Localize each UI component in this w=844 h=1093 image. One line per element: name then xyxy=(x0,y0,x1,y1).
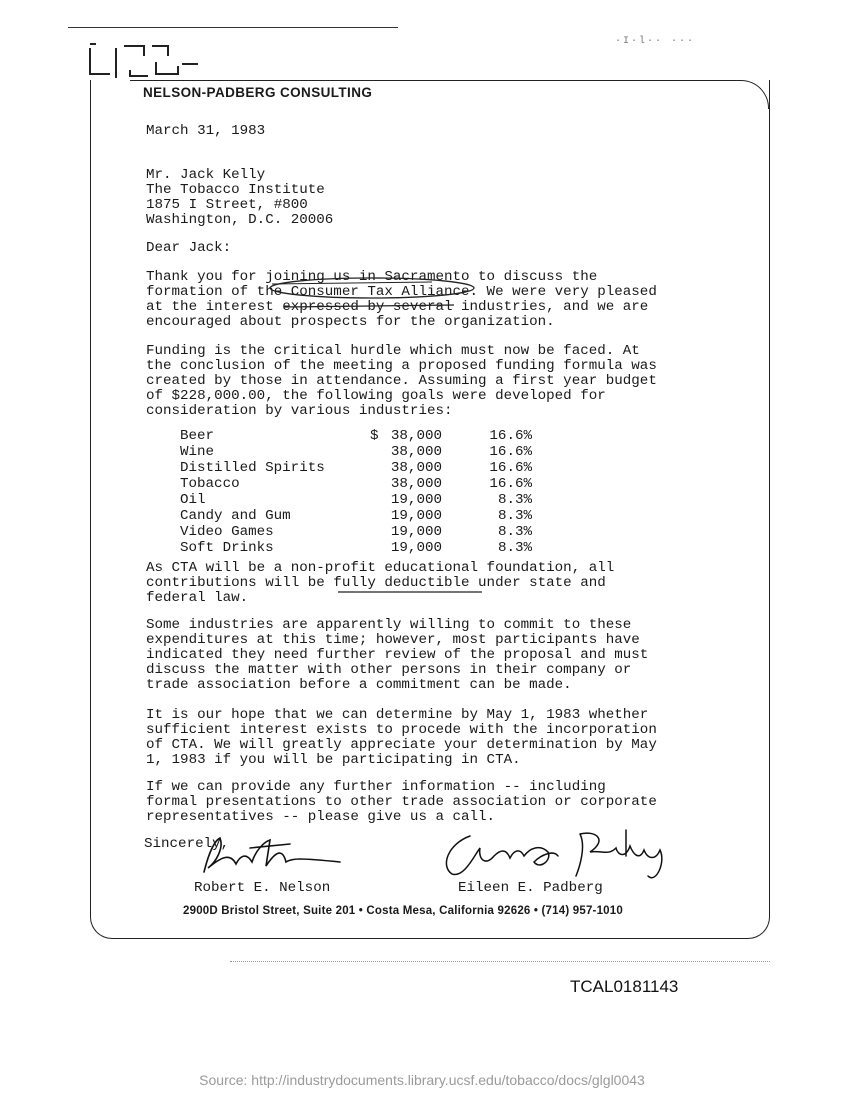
document-id: TCAL0181143 xyxy=(570,977,679,996)
dollar-cell xyxy=(370,508,386,524)
top-rule xyxy=(68,27,398,28)
handwritten-underline-mark xyxy=(336,589,486,595)
dollar-cell xyxy=(370,460,386,476)
percent-cell: 8.3% xyxy=(497,540,532,556)
dollar-cell xyxy=(370,476,386,492)
amount-cell: 19,000 xyxy=(390,540,442,556)
industry-cell: Candy and Gum xyxy=(180,508,291,524)
table-row xyxy=(180,508,532,524)
dollar-cell xyxy=(370,492,386,508)
recipient-line: Mr. Jack Kelly xyxy=(146,167,266,183)
industry-cell: Oil xyxy=(180,492,206,508)
dollar-cell xyxy=(370,524,386,540)
percent-cell: 16.6% xyxy=(489,460,532,476)
signer-name-2: Eileen E. Padberg xyxy=(458,880,603,896)
percent-cell: 8.3% xyxy=(497,492,532,508)
percent-cell: 16.6% xyxy=(489,476,532,492)
paragraph-2: Funding is the critical hurdle which must now be faced. At the conclusion of the meeting a proposed funding formula was created by those in attendance. Assuming a first year budget of $228,000.00, the following goals were developed for consideration by various industries: xyxy=(146,343,657,419)
paragraph-3: As CTA will be a non-profit educational foundation, all contributions will be fully deductible under state and federal law. xyxy=(146,560,615,606)
industry-cell: Tobacco xyxy=(180,476,240,492)
salutation: Dear Jack: xyxy=(146,240,232,256)
strikethrough-mark xyxy=(282,300,462,312)
signer-name-1: Robert E. Nelson xyxy=(194,880,331,896)
recipient-line: 1875 I Street, #800 xyxy=(146,197,308,213)
signature-robert-nelson xyxy=(190,828,350,880)
industry-cell: Beer xyxy=(180,428,215,444)
amount-cell: 19,000 xyxy=(390,524,442,540)
footer-address: 2900D Bristol Street, Suite 201 • Costa Mesa, California 92626 • (714) 957-1010 xyxy=(183,905,623,917)
closing: Sincerely, xyxy=(144,836,230,852)
table-row xyxy=(180,476,532,492)
table-row xyxy=(180,428,532,444)
dollar-cell: $ xyxy=(370,428,379,444)
scan-artifact-line xyxy=(230,961,770,962)
signature-eileen-padberg xyxy=(430,826,690,888)
percent-cell: 16.6% xyxy=(489,444,532,460)
source-line: Source: http://industrydocuments.library.ucsf.edu/tobacco/docs/glgl0043 xyxy=(199,1072,645,1088)
industry-cell: Wine xyxy=(180,444,215,460)
percent-cell: 8.3% xyxy=(497,508,532,524)
recipient-line: Washington, D.C. 20006 xyxy=(146,212,334,228)
table-row xyxy=(180,460,532,476)
industry-cell: Distilled Spirits xyxy=(180,460,325,476)
amount-cell: 19,000 xyxy=(390,492,442,508)
amount-cell: 38,000 xyxy=(390,460,442,476)
table-row xyxy=(180,492,532,508)
recipient-line: The Tobacco Institute xyxy=(146,182,325,198)
percent-cell: 8.3% xyxy=(497,524,532,540)
letterhead-frame-top xyxy=(130,80,740,81)
funding-goals-table xyxy=(180,428,532,556)
amount-cell: 38,000 xyxy=(390,444,442,460)
amount-cell: 19,000 xyxy=(390,508,442,524)
company-name: NELSON-PADBERG CONSULTING xyxy=(143,85,373,100)
logo-mark xyxy=(86,42,206,84)
table-row xyxy=(180,524,532,540)
industry-cell: Video Games xyxy=(180,524,274,540)
dollar-cell xyxy=(370,444,386,460)
table-row xyxy=(180,540,532,556)
faint-margin-mark: ·I·l·· ··· xyxy=(615,36,696,47)
paragraph-6: If we can provide any further information -- including formal presentations to other trade association or corporate representatives -- please give us a call. xyxy=(146,779,657,825)
amount-cell: 38,000 xyxy=(390,428,442,444)
letter-date: March 31, 1983 xyxy=(146,123,266,139)
paragraph-5: It is our hope that we can determine by May 1, 1983 whether sufficient interest exists to procede with the incorporation of CTA. We will greatly appreciate your determination by May 1, 1983 if you will be participating in CTA. xyxy=(146,707,657,768)
recipient-address xyxy=(146,168,333,228)
industry-cell: Soft Drinks xyxy=(180,540,274,556)
amount-cell: 38,000 xyxy=(390,476,442,492)
table-row xyxy=(180,444,532,460)
paragraph-4: Some industries are apparently willing to commit to these expenditures at this time; however, most participants have indicated they need further review of the proposal and must discuss the matter with other persons in their company or trade association before a commitment can be made. xyxy=(146,617,649,693)
dollar-cell xyxy=(370,540,386,556)
paragraph-1: Thank you for joining us in Sacramento to discuss the formation of the Consumer Tax Alliance. We were very pleased at the interest expressed by several industries, and we are encouraged about prospects for the organization. xyxy=(146,269,657,330)
percent-cell: 16.6% xyxy=(489,428,532,444)
